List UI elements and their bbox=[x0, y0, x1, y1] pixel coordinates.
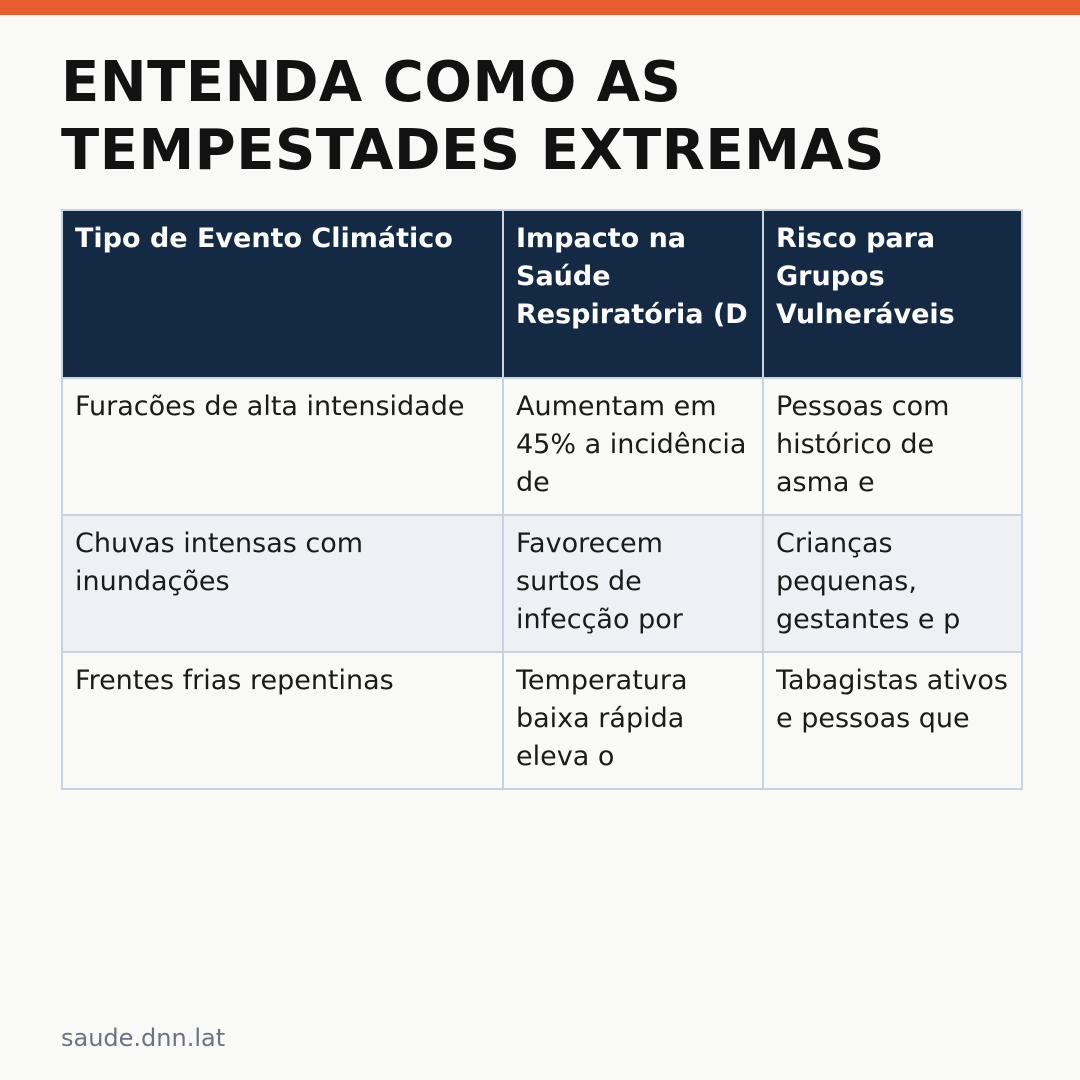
title-line-1: ENTENDA COMO AS bbox=[61, 50, 682, 115]
table-cell: Furacões de alta intensidade bbox=[62, 378, 503, 515]
title-line-2: TEMPESTADES EXTREMAS bbox=[61, 118, 885, 183]
table-cell: Temperatura baixa rápida eleva o bbox=[503, 652, 763, 789]
column-header-event-type: Tipo de Evento Climático bbox=[62, 210, 503, 378]
table-cell: Aumentam em 45% a incidência de bbox=[503, 378, 763, 515]
table-cell: Tabagistas ativos e pessoas que bbox=[763, 652, 1022, 789]
column-header-respiratory-impact: Impacto na Saúde Respiratória (D bbox=[503, 210, 763, 378]
table-cell: Frentes frias repentinas bbox=[62, 652, 503, 789]
table-cell: Favorecem surtos de infecção por bbox=[503, 515, 763, 652]
accent-bar bbox=[0, 0, 1080, 15]
table-row bbox=[62, 515, 1022, 652]
footer-source-url: saude.dnn.lat bbox=[61, 1024, 226, 1052]
table-cell: Crianças pequenas, gestantes e p bbox=[763, 515, 1022, 652]
table-cell: Chuvas intensas com inundações bbox=[62, 515, 503, 652]
climate-health-table bbox=[61, 209, 1023, 790]
table-row bbox=[62, 378, 1022, 515]
table-row bbox=[62, 652, 1022, 789]
table-header-row bbox=[62, 210, 1022, 378]
table-cell: Pessoas com histórico de asma e bbox=[763, 378, 1022, 515]
column-header-vulnerable-risk: Risco para Grupos Vulneráveis bbox=[763, 210, 1022, 378]
page-title bbox=[61, 49, 1021, 185]
